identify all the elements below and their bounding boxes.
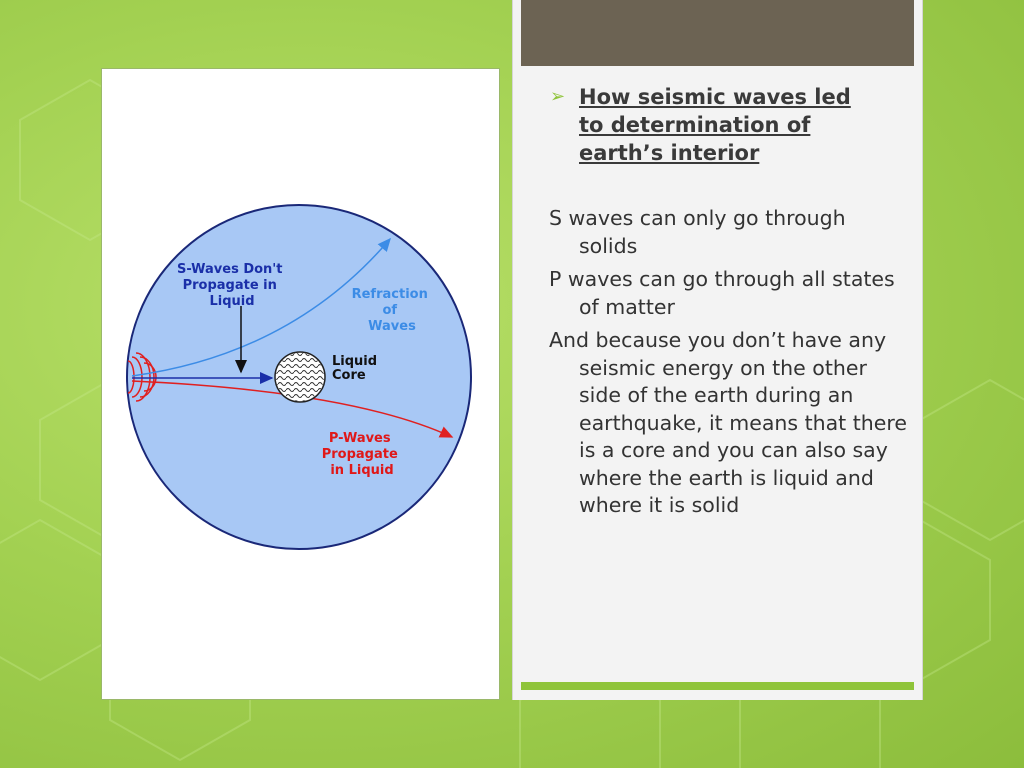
arrow-bullet-icon: ➢ <box>550 86 566 107</box>
core-label-line: Core <box>332 368 366 383</box>
panel-accent-bar <box>521 682 914 690</box>
body-paragraph: And because you don’t have any seismic energy on the other side of the earth during an earthquake, it means that there is a core and you can also say where the earth is liquid and where it is solid <box>549 328 907 517</box>
text-content-panel <box>512 0 923 700</box>
slide-heading: How seismic waves led to determination of earth’s interior <box>579 85 851 165</box>
s-waves-label-line: S-Waves Don't <box>176 262 283 277</box>
refraction-label-line: Refraction <box>351 287 428 302</box>
refraction-label-line: Waves <box>368 319 416 334</box>
seismic-wave-diagram <box>102 69 499 699</box>
panel-header-band <box>521 0 914 66</box>
refraction-label-line: of <box>382 303 398 318</box>
p-waves-label <box>322 431 403 478</box>
p-waves-label-line: in Liquid <box>330 463 394 478</box>
s-waves-label-line: Propagate in <box>182 278 277 293</box>
p-waves-label-line: Propagate <box>321 447 398 462</box>
body-paragraph: S waves can only go through solids <box>549 206 846 258</box>
p-waves-label-line: P-Waves <box>328 431 391 446</box>
seismic-diagram-frame <box>101 68 500 700</box>
core-label-line: Liquid <box>332 354 378 369</box>
s-waves-label-line: Liquid <box>209 294 255 309</box>
body-paragraph: P waves can go through all states of matter <box>549 267 895 319</box>
liquid-core <box>275 352 325 402</box>
